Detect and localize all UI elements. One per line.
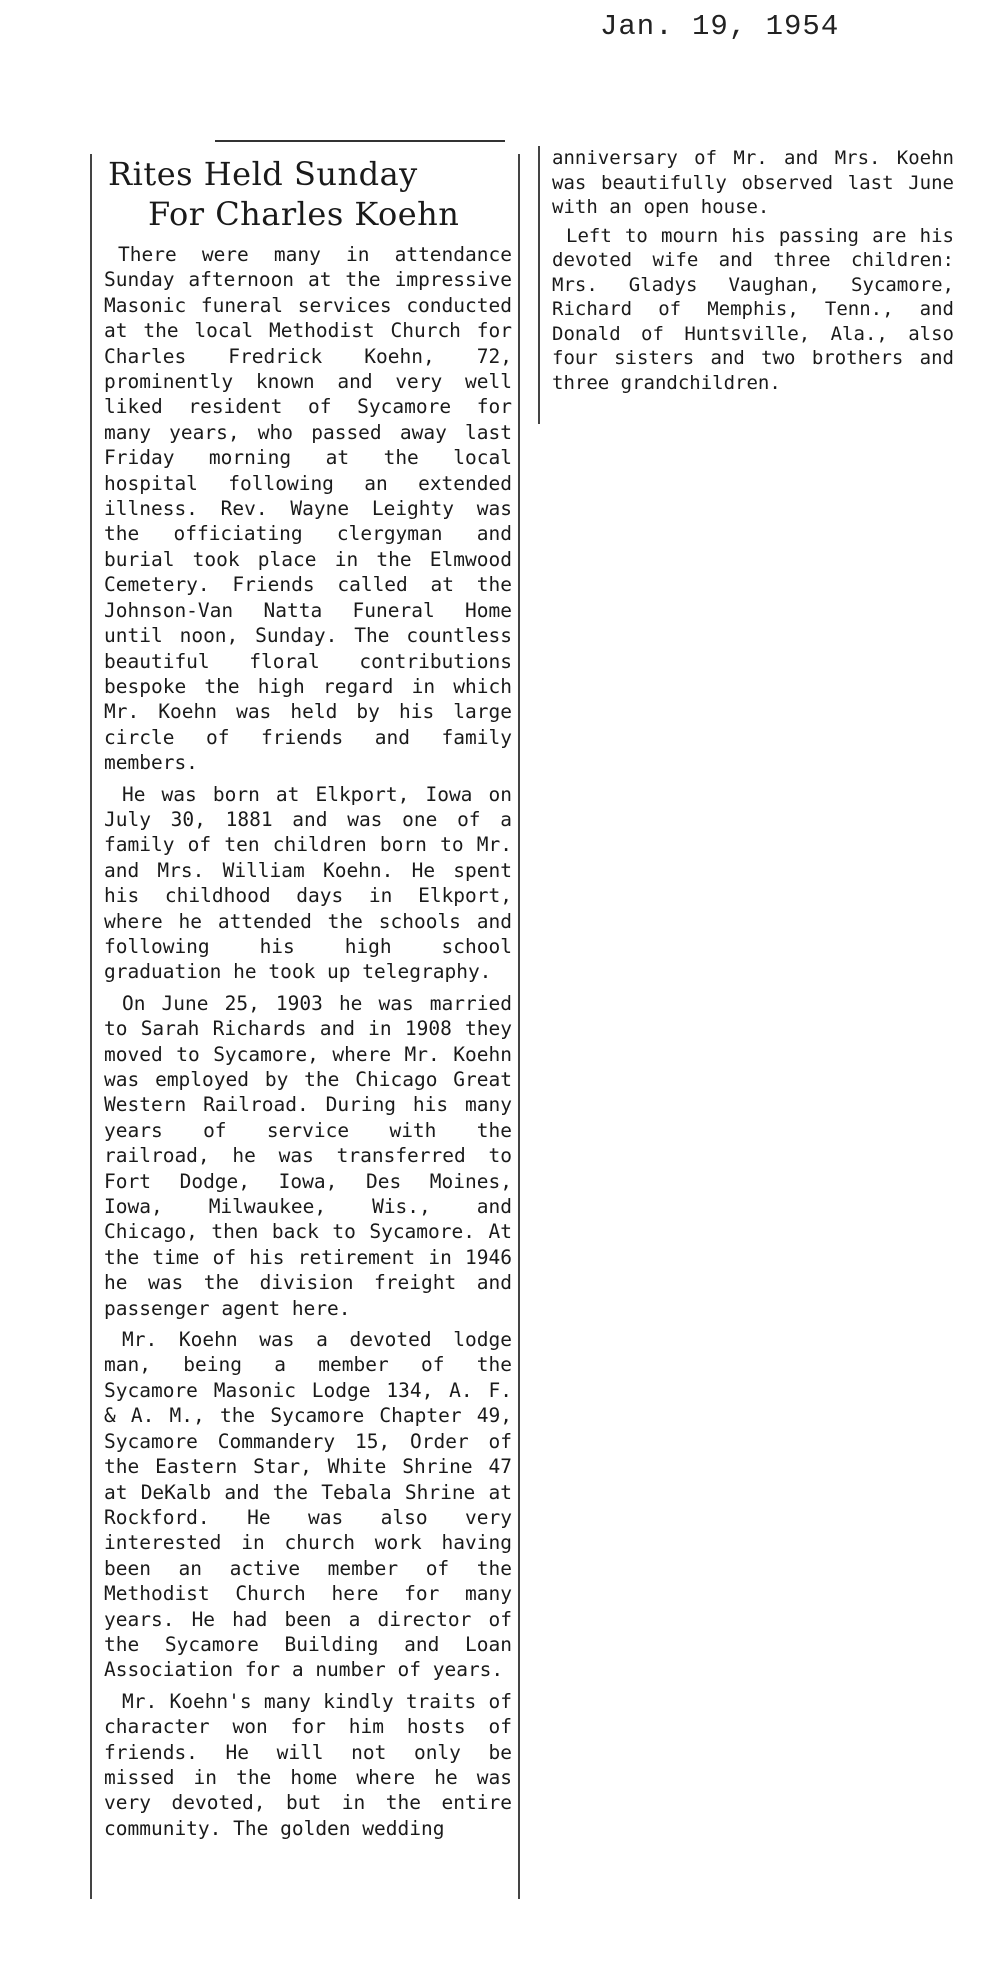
article-column-right [538,146,958,424]
article-paragraph: Mr. Koehn was a devoted lodge man, being a member of the Sycamore Masonic Lodge 134, A. F. & A. M., the Sycamore Chapter 49, Sycamore Commandery 15, Order of the Eastern Star, White Shrine 47 at DeKalb and the Tebala Shrine at Rockford. He was also very interested in church work having been an active member of the Methodist Church here for many years. He had been a director of the Sycamore Building and Loan Association for a number of years. [104,1328,512,1682]
headline-line-1: Rites Held Sunday [108,155,418,193]
headline-line-2: For Charles Koehn [148,195,460,233]
article-paragraph: On June 25, 1903 he was married to Sarah Richards and in 1908 they moved to Sycamore, where Mr. Koehn was employed by the Chicago Great Western Railroad. During his many years of service with the railroad, he was transferred to Fort Dodge, Iowa, Des Moines, Iowa, Milwaukee, Wis., and Chicago, then back to Sycamore. At the time of his retirement in 1946 he was the division freight and passenger agent here. [104,991,512,1320]
article-headline [104,154,512,234]
headline-rule [215,140,505,142]
newspaper-clipping [90,136,970,1906]
date-stamp: Jan. 19, 1954 [600,10,840,43]
article-paragraph: Mr. Koehn's many kindly traits of character won for him hosts of friends. He will not only be missed in the home where he was very devoted, but in the entire community. The golden wedding [104,1689,512,1840]
article-continuation: Left to mourn his passing are his devoted wife and three children: Mrs. Gladys Vaughan, Sycamore, Richard of Memphis, Tenn., and Donald of Huntsville, Ala., also four sisters and two brothers and three grandchildren. [552,224,954,394]
article-paragraph: There were many in attendance Sunday afternoon at the impressive Masonic funeral services conducted at the local Methodist Church for Charles Fredrick Koehn, 72, prominently known and very well liked resident of Sycamore for many years, who passed away last Friday morning at the local hospital following an extended illness. Rev. Wayne Leighty was the officiating clergyman and burial took place in the Elmwood Cemetery. Friends called at the Johnson-Van Natta Funeral Home until noon, Sunday. The countless beautiful floral contributions bespoke the high regard in which Mr. Koehn was held by his large circle of friends and family members. [104,243,512,775]
article-continuation: anniversary of Mr. and Mrs. Koehn was beautifully observed last June with an open house. [552,147,954,218]
article-paragraph: He was born at Elkport, Iowa on July 30, 1881 and was one of a family of ten children born to Mr. and Mrs. William Koehn. He spent his childhood days in Elkport, where he attended the schools and following his high school graduation he took up telegraphy. [104,782,512,984]
article-column-left [90,154,520,1899]
